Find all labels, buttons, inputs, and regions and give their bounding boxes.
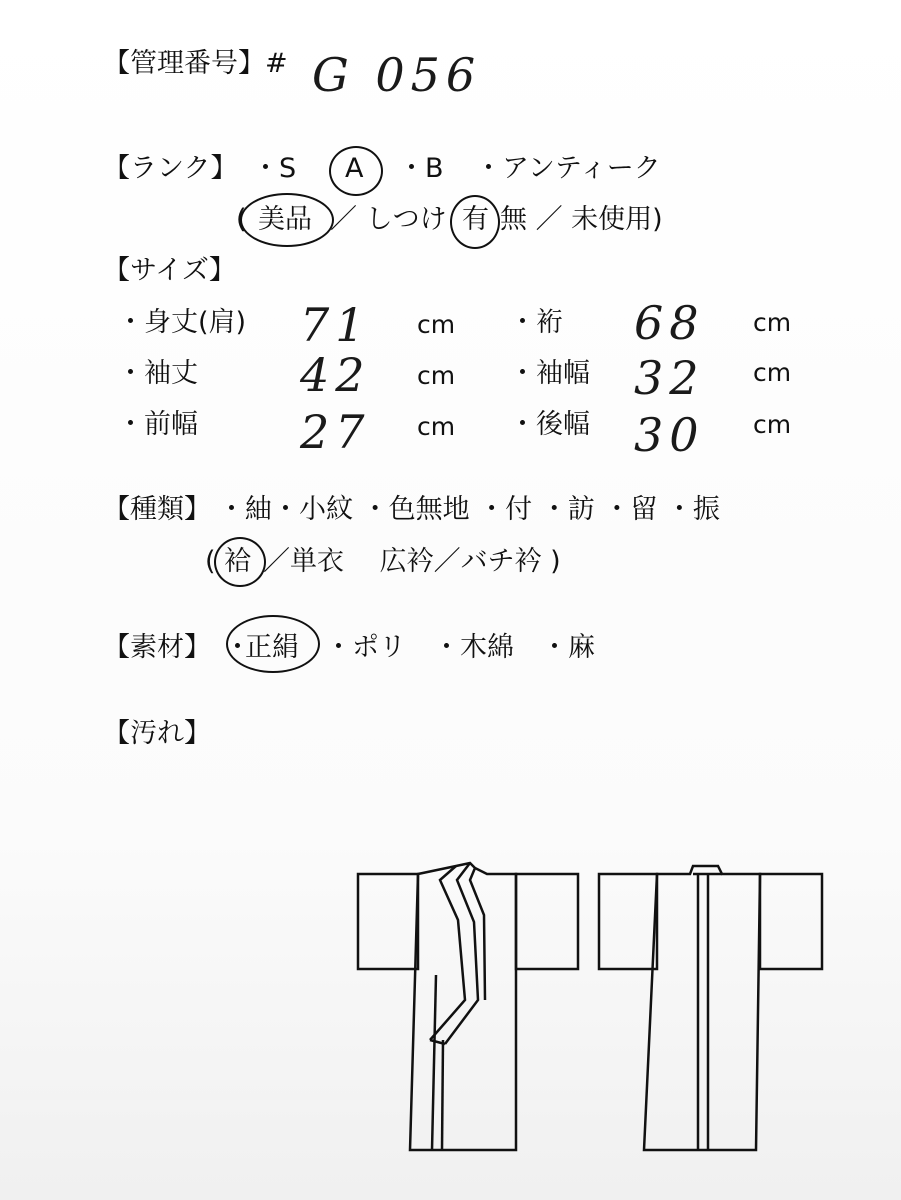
- rank-option-a: A: [345, 153, 364, 184]
- size-row-3-left-unit: cm: [417, 412, 456, 441]
- material-silk: 正絹: [245, 632, 299, 663]
- condition-basting: ／ しつけ: [330, 204, 447, 235]
- kind-options: ・紬・小紋 ・色無地 ・付 ・訪 ・留 ・振: [218, 494, 720, 525]
- size-row-1-right-unit: cm: [753, 308, 792, 337]
- size-row-3-right-label: ・後幅: [509, 409, 590, 440]
- rank-label: 【ランク】: [103, 153, 238, 184]
- material-rest: ・ポリ ・木綿 ・麻: [325, 632, 595, 663]
- kind-lined: 袷: [224, 546, 251, 577]
- management-number: G 056: [312, 48, 482, 102]
- size-row-1-left-label: ・身丈(肩): [117, 307, 247, 338]
- size-row-1-right-value: 68: [634, 296, 705, 350]
- size-row-3-left-label: ・前幅: [117, 409, 198, 440]
- kind-label: 【種類】: [103, 494, 211, 525]
- size-row-2-right-unit: cm: [753, 358, 792, 387]
- condition-present: 有: [462, 204, 489, 235]
- material-dot: ・: [224, 632, 251, 663]
- rank-option-antique: ・アンティーク: [475, 153, 661, 184]
- management-label: 【管理番号】#: [103, 48, 288, 79]
- size-row-1-left-unit: cm: [417, 310, 456, 339]
- kind-rest: ／単衣 広衿／バチ衿 ): [263, 546, 561, 577]
- size-row-3-right-value: 30: [634, 408, 705, 462]
- kimono-front-icon: [358, 863, 578, 1150]
- size-row-3-left-value: 27: [300, 405, 371, 459]
- rank-option-s: ・S: [252, 153, 297, 184]
- condition-open-paren: (: [236, 204, 247, 235]
- size-row-1-left-value: 71: [300, 298, 371, 352]
- kimono-back-icon: [599, 866, 822, 1150]
- condition-rest: 無 ／ 未使用): [500, 204, 663, 235]
- size-row-3-right-unit: cm: [753, 410, 792, 439]
- size-row-2-left-label: ・袖丈: [117, 358, 198, 389]
- size-row-2-left-unit: cm: [417, 361, 456, 390]
- size-row-2-right-value: 32: [634, 351, 705, 405]
- size-row-2-left-value: 42: [300, 348, 371, 402]
- rank-option-b: ・B: [398, 153, 444, 184]
- condition-beautiful: 美品: [258, 204, 312, 235]
- kind-open-paren: (: [205, 546, 216, 577]
- size-row-1-right-label: ・裄: [509, 307, 563, 338]
- size-label: 【サイズ】: [103, 255, 236, 286]
- material-label: 【素材】: [103, 632, 211, 663]
- stain-label: 【汚れ】: [103, 718, 211, 749]
- size-row-2-right-label: ・袖幅: [509, 358, 590, 389]
